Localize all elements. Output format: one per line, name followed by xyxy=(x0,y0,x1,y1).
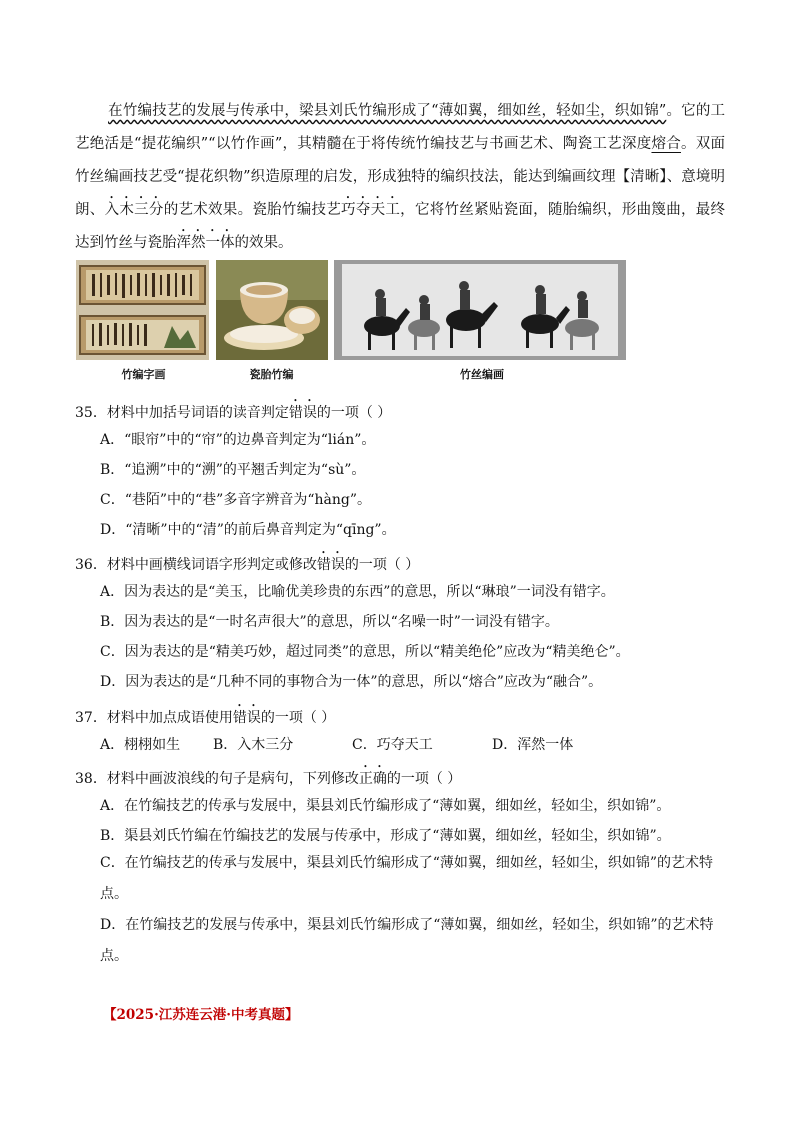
q38-option-a: A．在竹编技艺的传承与发展中，渠县刘氏竹编形成了“薄如翼，细如丝，轻如尘，织如锦”。 xyxy=(100,798,671,814)
q36-option-a: A．因为表达的是“美玉，比喻优美珍贵的东西”的意思，所以“琳琅”一词没有错字。 xyxy=(100,584,615,600)
q38-option-d: D．在竹编技艺的发展与传承中，渠县刘氏竹编形成了“薄如翼，细如丝，轻如尘，织如锦”的艺术特点。 xyxy=(100,917,714,964)
q37-option-d: D．浑然一体 xyxy=(492,737,574,753)
q35-option-a: A．“眼帘”中的“帘”的边鼻音判定为“lián”。 xyxy=(100,432,376,448)
bamboo-painting-image xyxy=(334,260,626,360)
question-36-stem: 36．材料中画横线词语字形判定或修改错误的一项（ ） xyxy=(75,557,420,573)
q36-option-d: D．因为表达的是“几种不同的事物合为一体”的意思，所以“熔合”应改为“融合”。 xyxy=(100,674,603,690)
dotted-idiom: 巧夺天工 xyxy=(341,202,401,218)
figure-row xyxy=(76,260,636,385)
dotted-idiom: 入木三分 xyxy=(104,202,164,218)
porcelain-bamboo-image xyxy=(216,260,328,360)
figure-caption: 瓷胎竹编 xyxy=(249,368,294,381)
underlined-word: 熔合 xyxy=(651,136,681,152)
q38-option-c: C．在竹编技艺的传承与发展中，渠县刘氏竹编形成了“薄如翼，细如丝，轻如尘，织如锦”的艺术特点。 xyxy=(100,855,714,902)
source-tag: 【2025·江苏连云港·中考真题】 xyxy=(103,1007,299,1023)
wavy-sentence: 在竹编技艺的发展与传承中，梁县刘氏竹编形成了“薄如翼，细如丝，轻如尘，织如锦” xyxy=(108,103,667,119)
q37-option-c: C．巧夺天工 xyxy=(352,737,433,753)
question-37-stem: 37．材料中加点成语使用错误的一项（ ） xyxy=(75,710,336,726)
figure-caption: 竹编字画 xyxy=(121,368,166,381)
q35-option-d: D．“清晰”中的“清”的前后鼻音判定为“qīng”。 xyxy=(100,522,396,538)
dotted-idiom: 浑然一体 xyxy=(176,235,235,251)
q36-option-b: B．因为表达的是“一时名声很大”的意思，所以“名噪一时”一词没有错字。 xyxy=(100,614,559,630)
q37-option-a: A．栩栩如生 xyxy=(100,737,181,753)
calligraphy-image xyxy=(76,260,209,360)
q35-option-b: B．“追溯”中的“溯”的平翘舌判定为“sù”。 xyxy=(100,462,366,478)
q36-option-c: C．因为表达的是“精美巧妙，超过同类”的意思，所以“精美绝伦”应改为“精美绝仑”。 xyxy=(100,644,630,660)
q37-option-b: B．入木三分 xyxy=(213,737,294,753)
figure-caption: 竹丝编画 xyxy=(460,368,504,381)
q38-option-b: B．渠县刘氏竹编在竹编技艺的发展与传承中，形成了“薄如翼，细如丝，轻如尘，织如锦”。 xyxy=(100,828,671,844)
reading-passage: 在竹编技艺的发展与传承中，梁县刘氏竹编形成了“薄如翼，细如丝，轻如尘，织如锦”。它的工艺绝活是“提花编织”“以竹作画”，其精髓在于将传统竹编技艺与书画艺术、陶瓷工艺深度熔合。双面竹丝编画技艺受“提花织物”织造原理的启发，形成独特的编织技法，能达到编画纹理【清晰】、意境明朗、入木三分的艺术效果。瓷胎竹编技艺巧夺天工，它将竹丝紧贴瓷面，随胎编织，形曲篾曲，最终达到竹丝与瓷胎浑然一体的效果。 xyxy=(75,103,726,251)
question-35-stem: 35．材料中加括号词语的读音判定错误的一项（ ） xyxy=(75,405,392,421)
q35-option-c: C．“巷陌”中的“巷”多音字辨音为“hàng”。 xyxy=(100,492,371,508)
question-38-stem: 38．材料中画波浪线的句子是病句，下列修改正确的一项（ ） xyxy=(75,771,462,787)
